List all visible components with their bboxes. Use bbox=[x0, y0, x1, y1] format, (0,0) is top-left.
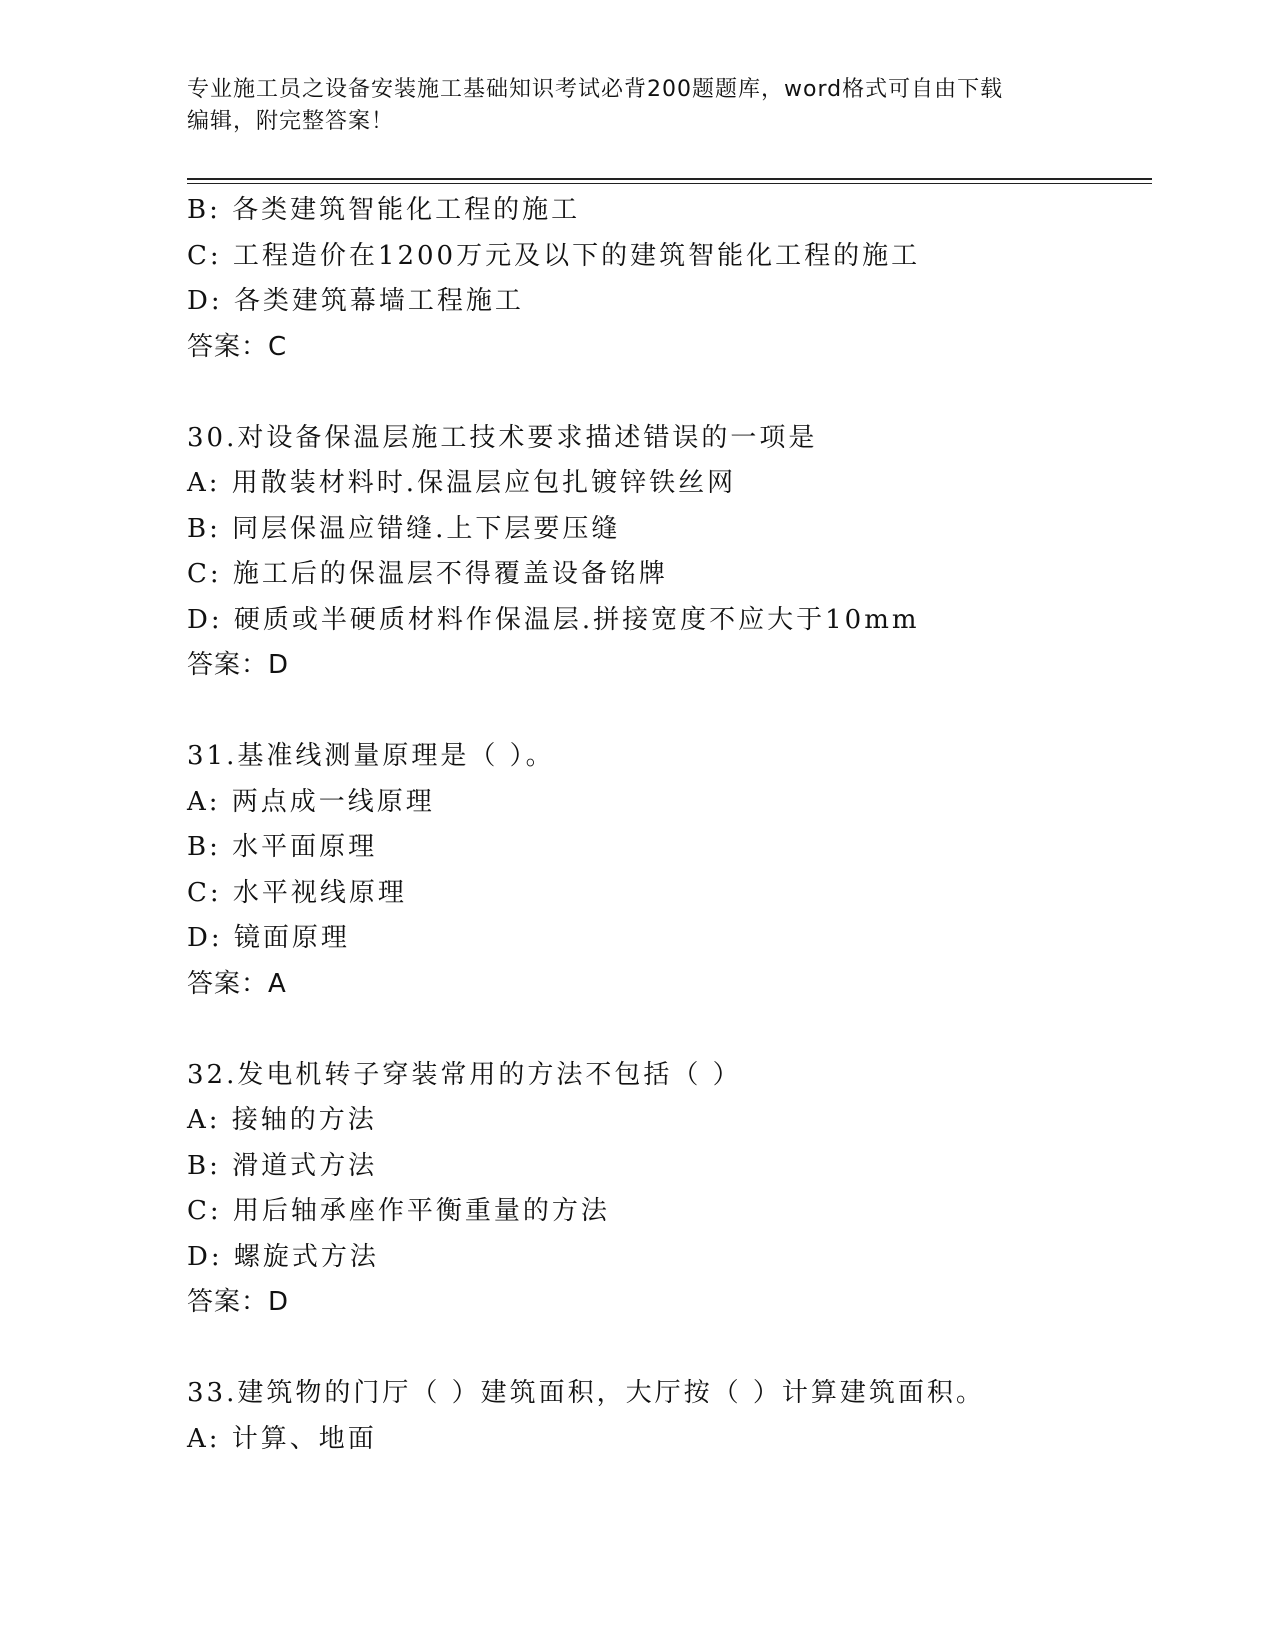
option-b: B: 各类建筑智能化工程的施工 bbox=[187, 195, 581, 225]
question-text: 32.发电机转子穿装常用的方法不包括（ ） bbox=[187, 1059, 742, 1090]
option-d: D: 硬质或半硬质材料作保温层.拼接宽度不应大于10mm bbox=[187, 604, 920, 635]
spacer bbox=[187, 1007, 1167, 1053]
option-b: B: 水平面原理 bbox=[187, 832, 378, 862]
option-d: D: 各类建筑幕墙工程施工 bbox=[187, 286, 524, 316]
option-d: D: 镜面原理 bbox=[187, 923, 350, 953]
option-c: C: 工程造价在1200万元及以下的建筑智能化工程的施工 bbox=[187, 240, 921, 271]
option-a: A: 计算、地面 bbox=[187, 1423, 377, 1454]
question-text: 33.建筑物的门厅（ ）建筑面积，大厅按（ ）计算建筑面积。 bbox=[187, 1378, 985, 1408]
header-divider-thin bbox=[187, 183, 1152, 184]
question-block-31 bbox=[187, 734, 1167, 1007]
option-a: A: 接轴的方法 bbox=[187, 1105, 377, 1135]
question-text: 30.对设备保温层施工技术要求描述错误的一项是 bbox=[187, 422, 818, 453]
answer-line: 答案：D bbox=[187, 1287, 290, 1317]
question-block-32 bbox=[187, 1053, 1167, 1326]
question-text: 31.基准线测量原理是（ ）。 bbox=[187, 741, 555, 771]
header-line-2: 编辑，附完整答案！ bbox=[187, 109, 395, 134]
option-c: C: 用后轴承座作平衡重量的方法 bbox=[187, 1196, 610, 1226]
question-block-30 bbox=[187, 416, 1167, 689]
option-d: D: 螺旋式方法 bbox=[187, 1241, 379, 1272]
answer-line: 答案：A bbox=[187, 968, 287, 999]
spacer bbox=[187, 370, 1167, 416]
spacer bbox=[187, 689, 1167, 735]
answer-line: 答案：C bbox=[187, 331, 288, 362]
header-divider-thick bbox=[187, 178, 1152, 180]
question-block-prev bbox=[187, 188, 1167, 370]
spacer bbox=[187, 1326, 1167, 1372]
option-a: A: 用散装材料时.保温层应包扎镀锌铁丝网 bbox=[187, 468, 737, 498]
option-a: A: 两点成一线原理 bbox=[187, 786, 435, 817]
document-header bbox=[187, 74, 1087, 138]
header-line-1: 专业施工员之设备安装施工基础知识考试必背200题题库，word格式可自由下载 bbox=[187, 77, 1004, 102]
option-b: B: 同层保温应错缝.上下层要压缝 bbox=[187, 513, 621, 544]
question-list bbox=[187, 188, 1167, 1462]
option-c: C: 水平视线原理 bbox=[187, 877, 407, 908]
answer-line: 答案：D bbox=[187, 650, 290, 680]
question-block-33 bbox=[187, 1371, 1167, 1462]
option-b: B: 滑道式方法 bbox=[187, 1150, 378, 1181]
option-c: C: 施工后的保温层不得覆盖设备铭牌 bbox=[187, 559, 668, 589]
